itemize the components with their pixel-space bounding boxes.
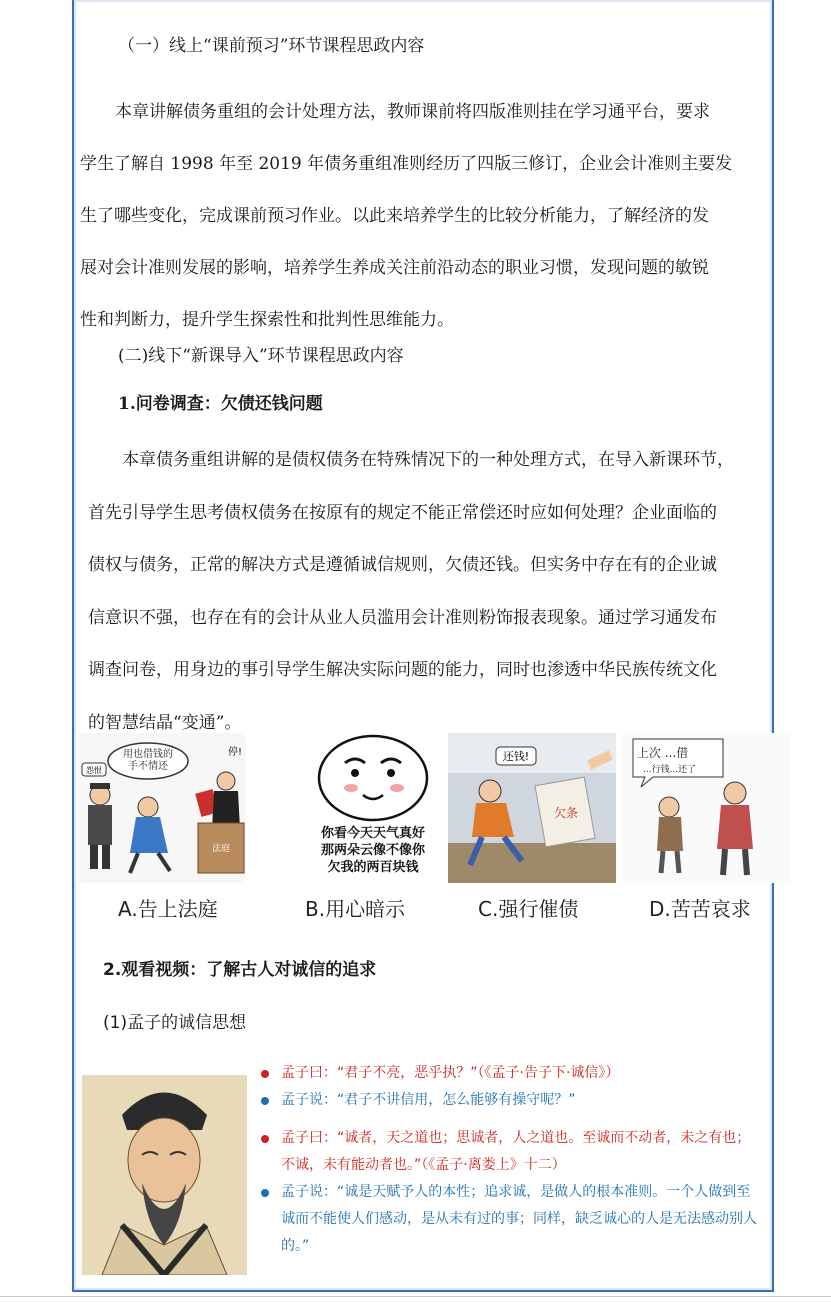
subsection1-title: 1.问卷调查：欠债还钱问题	[118, 394, 323, 414]
cartoon-row	[78, 733, 764, 923]
section2-paragraph	[80, 434, 734, 749]
meme-text: 你看今天天气真好	[320, 826, 426, 841]
bubble-text: 手不情还	[128, 761, 168, 772]
paragraph-line: 本章讲解债务重组的会计处理方法，教师课前将四版准则挂在学习通平台，要求	[115, 102, 710, 122]
tag-text: 怨恨	[86, 766, 102, 775]
paragraph-line: 首先引导学生思考债权债务在按原有的规定不能正常偿还时应如何处理？企业面临的	[88, 502, 717, 523]
subsection2-title: 2.观看视频：了解古人对诚信的追求	[103, 960, 377, 980]
paragraph-line: 展对会计准则发展的影响，培养学生养成关注前沿动态的职业习惯，发现问题的敏锐	[80, 258, 709, 278]
paragraph-line: 学生了解自 1998 年至 2019 年债务重组准则经历了四版三修订，企业会计准则主要发	[80, 154, 733, 174]
caption-b: B.用心暗示	[305, 897, 406, 921]
bubble-text: 用也借钱的	[123, 749, 173, 760]
paragraph-line: 本章债务重组讲解的是债权债务在特殊情况下的一种处理方式，在导入新课环节，	[122, 450, 734, 470]
bullet-icon	[261, 1189, 269, 1197]
paragraph-line: 性和判断力，提升学生探索性和批判性思维能力。	[80, 310, 454, 330]
meme-text: 欠我的两百块钱	[327, 860, 419, 875]
quote-item	[255, 1125, 760, 1179]
quote-text: 孟子曰：“诚者，天之道也；思诚者，人之道也。至诚而不动者，未之有也；不诚，未有能动者也。”（《孟子·离娄上》十二）	[281, 1130, 751, 1173]
divider	[0, 1296, 831, 1297]
quote-text: 孟子说：“诚是天赋予人的本性；追求诚，是做人的根本准则。一个人做到至诚而不能使人们感动，是从未有过的事；同样，缺乏诚心的人是无法感动别人的。”	[281, 1184, 757, 1254]
section1-title: （一）线上“课前预习”环节课程思政内容	[118, 36, 425, 56]
court-cartoon	[78, 733, 246, 883]
court-label: 法庭	[211, 844, 231, 854]
section2-title: (二)线下“新课导入”环节课程思政内容	[118, 346, 404, 366]
section1-paragraph	[80, 86, 732, 346]
caption-a: A.告上法庭	[118, 897, 218, 921]
mencius-quotes	[255, 1060, 760, 1260]
paragraph-line: 债权与债务，正常的解决方式是遵循诚信规则，欠债还钱。但实务中存在有的企业诚	[88, 555, 717, 575]
caption-d: D.苦苦哀求	[649, 897, 751, 921]
bullet-icon	[261, 1097, 269, 1105]
caption-c: C.强行催债	[478, 897, 579, 921]
shout-text: 停!	[228, 747, 243, 758]
paragraph-line: 生了哪些变化，完成课前预习作业。以此来培养学生的比较分析能力，了解经济的发	[80, 206, 709, 226]
meme-text: 那两朵云像不像你	[320, 843, 426, 858]
quote-text: 孟子说：“君子不讲信用，怎么能够有操守呢？”	[281, 1092, 576, 1108]
quote-item	[255, 1179, 760, 1260]
paragraph-line: 的智慧结晶“变通”。	[88, 712, 242, 733]
quote-text: 孟子曰：“君子不亮，恶乎执？”（《孟子·告子下·诚信》）	[281, 1065, 620, 1081]
meme-face-cartoon	[293, 733, 461, 883]
speech-text: ...行钱...还了	[643, 765, 697, 775]
begging-cartoon	[623, 733, 791, 883]
bullet-icon	[261, 1135, 269, 1143]
speech-text: 还钱!	[502, 750, 530, 763]
speech-text: 上次 ...借	[637, 746, 689, 760]
quote-item	[255, 1087, 760, 1114]
paragraph-line: 调查问卷，用身边的事引导学生解决实际问题的能力，同时也渗透中华民族传统文化	[88, 660, 717, 680]
subsection3-title: (1)孟子的诚信思想	[103, 1013, 247, 1033]
paragraph-line: 信意识不强，也存在有的会计从业人员滥用会计准则粉饰报表现象。通过学习通发布	[88, 607, 717, 628]
mencius-portrait	[82, 1075, 247, 1275]
quote-item	[255, 1060, 760, 1087]
bullet-icon	[261, 1070, 269, 1078]
debt-collection-cartoon	[448, 733, 616, 883]
iou-label: 欠条	[553, 806, 579, 820]
